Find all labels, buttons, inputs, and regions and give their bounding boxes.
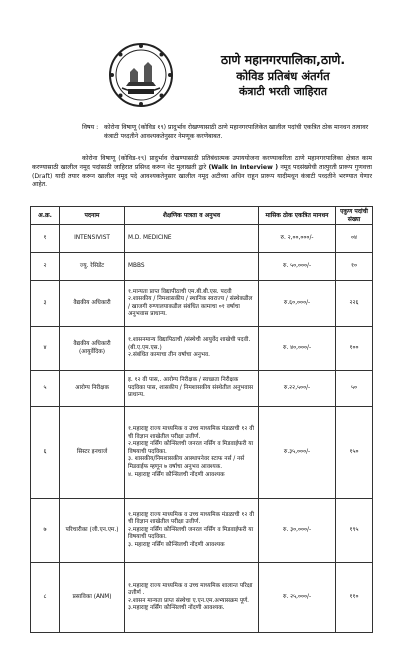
- post-name: वैद्यकीय अधिकारी: [60, 281, 125, 327]
- walk-in-interview-text: (Walk In Interview ): [208, 163, 279, 171]
- tmc-emblem-logo: [108, 42, 174, 108]
- row-number: ७: [31, 499, 60, 563]
- salary-value: रु. ३०,०००/-: [259, 499, 336, 563]
- qualification-item: ४. महाराष्ट्र नर्सिंग कौन्सिलची नोंदणी आवश्यक: [128, 471, 225, 478]
- qualification-item: इ. १२ वी पास,. आरोग्य निरीक्षक / स्वच्छता निरीक्षक पदविका पास, शासकीय / निमशासकीय संस्थेतील अनुभवास प्राधान्य.: [128, 377, 254, 399]
- qualification-item: ३.महाराष्ट्र नर्सिंग कौन्सिलची नोंदणी आवश्यक.: [128, 605, 225, 612]
- intro-text-after: नमूद पदसंख्येची तात्पुरती प्रारूप गुणवत्ता (Draft) यादी तयार करून खालील नमूद पदे आवश्यकतेनुसार खालील नमूद अटीच्या अधिन राहून प्रारूप यादीमधून कंत्राटी पध्दतीने भरण्यात येणार आहेत.: [32, 163, 372, 189]
- page-header: [178, 52, 388, 100]
- subject-block: [82, 124, 382, 141]
- qualification-item: MBBS: [128, 262, 145, 269]
- qualification-cell: [125, 281, 259, 327]
- table-row: [31, 499, 373, 563]
- post-name: सिस्टर इनचार्ज: [60, 407, 125, 499]
- intro-paragraph: [32, 155, 372, 190]
- table-row: [31, 281, 373, 327]
- col-header-qualification: शैक्षणिक पात्रता व अनुभव: [125, 207, 259, 225]
- salary-value: रु. ४०,०००/-: [259, 327, 336, 371]
- post-count: १००: [336, 327, 373, 371]
- table-row: [31, 327, 373, 371]
- row-number: ६: [31, 407, 60, 499]
- qualification-cell: [125, 327, 259, 371]
- post-count: २२६: [336, 281, 373, 327]
- subject-text: कोरोना विषाणू (कोविड १९) प्रादुर्भाव रोखण्यासाठी ठाणे महानगरपालिकेत खालील पदांची एकत्रित ठोक मानधन तत्वावर कंत्राटी पध्दतीने आवश्यकतेनुसार नेमणूक करणेबाबत.: [104, 124, 369, 140]
- table-header-row: [31, 207, 373, 225]
- post-count: १९५: [336, 499, 373, 563]
- qualification-item: १.महाराष्ट्र राज्य माध्यमिक व उच्च माध्यमिक शालान्त परिक्षा उत्तीर्ण .: [128, 582, 253, 597]
- qualification-cell: [125, 225, 259, 253]
- qualification-item: ३. महाराष्ट्र नर्सिंग कौन्सिलची नोंदणी आवश्यक: [128, 542, 225, 549]
- post-name: वैद्यकीय अधिकारी (आयुर्वेदिक): [60, 327, 125, 371]
- post-count: ०४: [336, 225, 373, 253]
- qualification-cell: [125, 371, 259, 407]
- table-row: [31, 253, 373, 281]
- post-count: ११०: [336, 563, 373, 633]
- posts-table: [30, 206, 373, 633]
- qualification-item: १.महाराष्ट्र राज्य माध्यमिक व उच्च माध्यमिक मंडळाची १२ वी ची विज्ञान शाखेतील परीक्षा उत्तीर्ण.: [128, 511, 254, 526]
- post-count: १५०: [336, 407, 373, 499]
- qualification-item: १.महाराष्ट्र राज्य माध्यमिक व उच्च माध्यमिक मंडळाची १२ वी ची विज्ञान शाखेतील परीक्षा उत्तीर्ण.: [128, 426, 254, 440]
- intro-text-before: कोरोना विषाणू (कोविड-१९) प्रादुर्भाव रोखण्यासाठी प्रतिबंधात्मक उपाययोजना करण्याकरिता ठाणे महानगरपालिका क्षेत्रात काम करण्यासाठी खालील नमूद पदांसाठी जाहिरात प्रसिध्द करून थेट मुलाखती द्वारे: [32, 155, 372, 171]
- row-number: ५: [31, 371, 60, 407]
- post-count: १०: [336, 253, 373, 281]
- post-name: आरोग्य निरीक्षक: [60, 371, 125, 407]
- qualification-item: २.शासन मान्यता प्राप्त संस्थेचा ए.एन.एम.अभ्यासक्रम पूर्ण.: [128, 597, 250, 604]
- salary-value: रु.३५,०००/-: [259, 407, 336, 499]
- header-subtitle: कोविड प्रतिबंध अंतर्गत: [236, 69, 330, 83]
- row-number: १: [31, 225, 60, 253]
- qualification-item: २.संबंधित कामाचा तीन वर्षाचा अनुभव.: [128, 352, 210, 359]
- qualification-cell: [125, 253, 259, 281]
- post-name: INTENSIVIST: [60, 225, 125, 253]
- advert-title: कंत्राटी भरती जाहिरात: [238, 85, 328, 98]
- post-name: परिचारीका (जी.एन.एम.): [60, 499, 125, 563]
- qualification-cell: [125, 499, 259, 563]
- col-header-count: एकुण पदांची संख्या: [336, 207, 373, 225]
- row-number: ८: [31, 563, 60, 633]
- row-number: ३: [31, 281, 60, 327]
- salary-value: रु.२२,५००/-: [259, 371, 336, 407]
- table-row: [31, 371, 373, 407]
- table-row: [31, 225, 373, 253]
- col-header-no: अ.क्र.: [31, 207, 60, 225]
- qualification-item: ३. शासकीय/निमशासकीय आस्थापनेवर स्टाफ नर्स / नर्स मिडवाईफ म्हणून ७ वर्षाचा अनुभव आवश्यक.: [128, 456, 245, 471]
- col-header-salary: मासिक ठोक एकत्रित मानधन: [259, 207, 336, 225]
- qualification-cell: [125, 407, 259, 499]
- post-count: ५०: [336, 371, 373, 407]
- row-number: ४: [31, 327, 60, 371]
- salary-value: रु. २५,०००/-: [259, 563, 336, 633]
- post-name: ज्यु. रेसिडेंट: [60, 253, 125, 281]
- table-row: [31, 563, 373, 633]
- qualification-item: २.महाराष्ट्र नर्सिंग कौन्सिलची जनरल नर्सिंग व मिडवाईफरी या विषयाची पदविका.: [128, 441, 254, 455]
- salary-value: रु. २,००,०००/-: [259, 225, 336, 253]
- qualification-item: २.शासकीय / निमशासकीय / स्थानिक स्वराज्य / संस्थेकडील / खाजगी रुग्णालयाकडील संबंधित कामाचा ०१ वर्षाचा अनुभवास प्राधान्य.: [128, 296, 253, 318]
- qualification-item: २.महाराष्ट्र नर्सिंग कौन्सिलची जनरल नर्सिंग व मिडवाईफरी या विषयाची पदविका.: [128, 526, 254, 541]
- qualification-item: १.शासनमान्य विद्यापिठाची /संस्थेची आयुर्वेद शाखेची पदवी. (बी.ए.एम.एस.): [128, 337, 251, 351]
- qualification-item: १.मान्यता प्राप्त विद्यापीठाची एम.बी.बी.एस. पदवी: [128, 288, 232, 295]
- org-title: ठाणे महानगरपालिका,ठाणे.: [220, 52, 346, 67]
- row-number: २: [31, 253, 60, 281]
- col-header-post: पदनाम: [60, 207, 125, 225]
- salary-value: रु.६०,०००/-: [259, 281, 336, 327]
- qualification-item: M.D. MEDICINE: [128, 234, 172, 241]
- salary-value: रु. ५०,०००/-: [259, 253, 336, 281]
- subject-label: विषय :: [82, 124, 99, 131]
- post-name: प्रसाविका (ANM): [60, 563, 125, 633]
- qualification-cell: [125, 563, 259, 633]
- table-row: [31, 407, 373, 499]
